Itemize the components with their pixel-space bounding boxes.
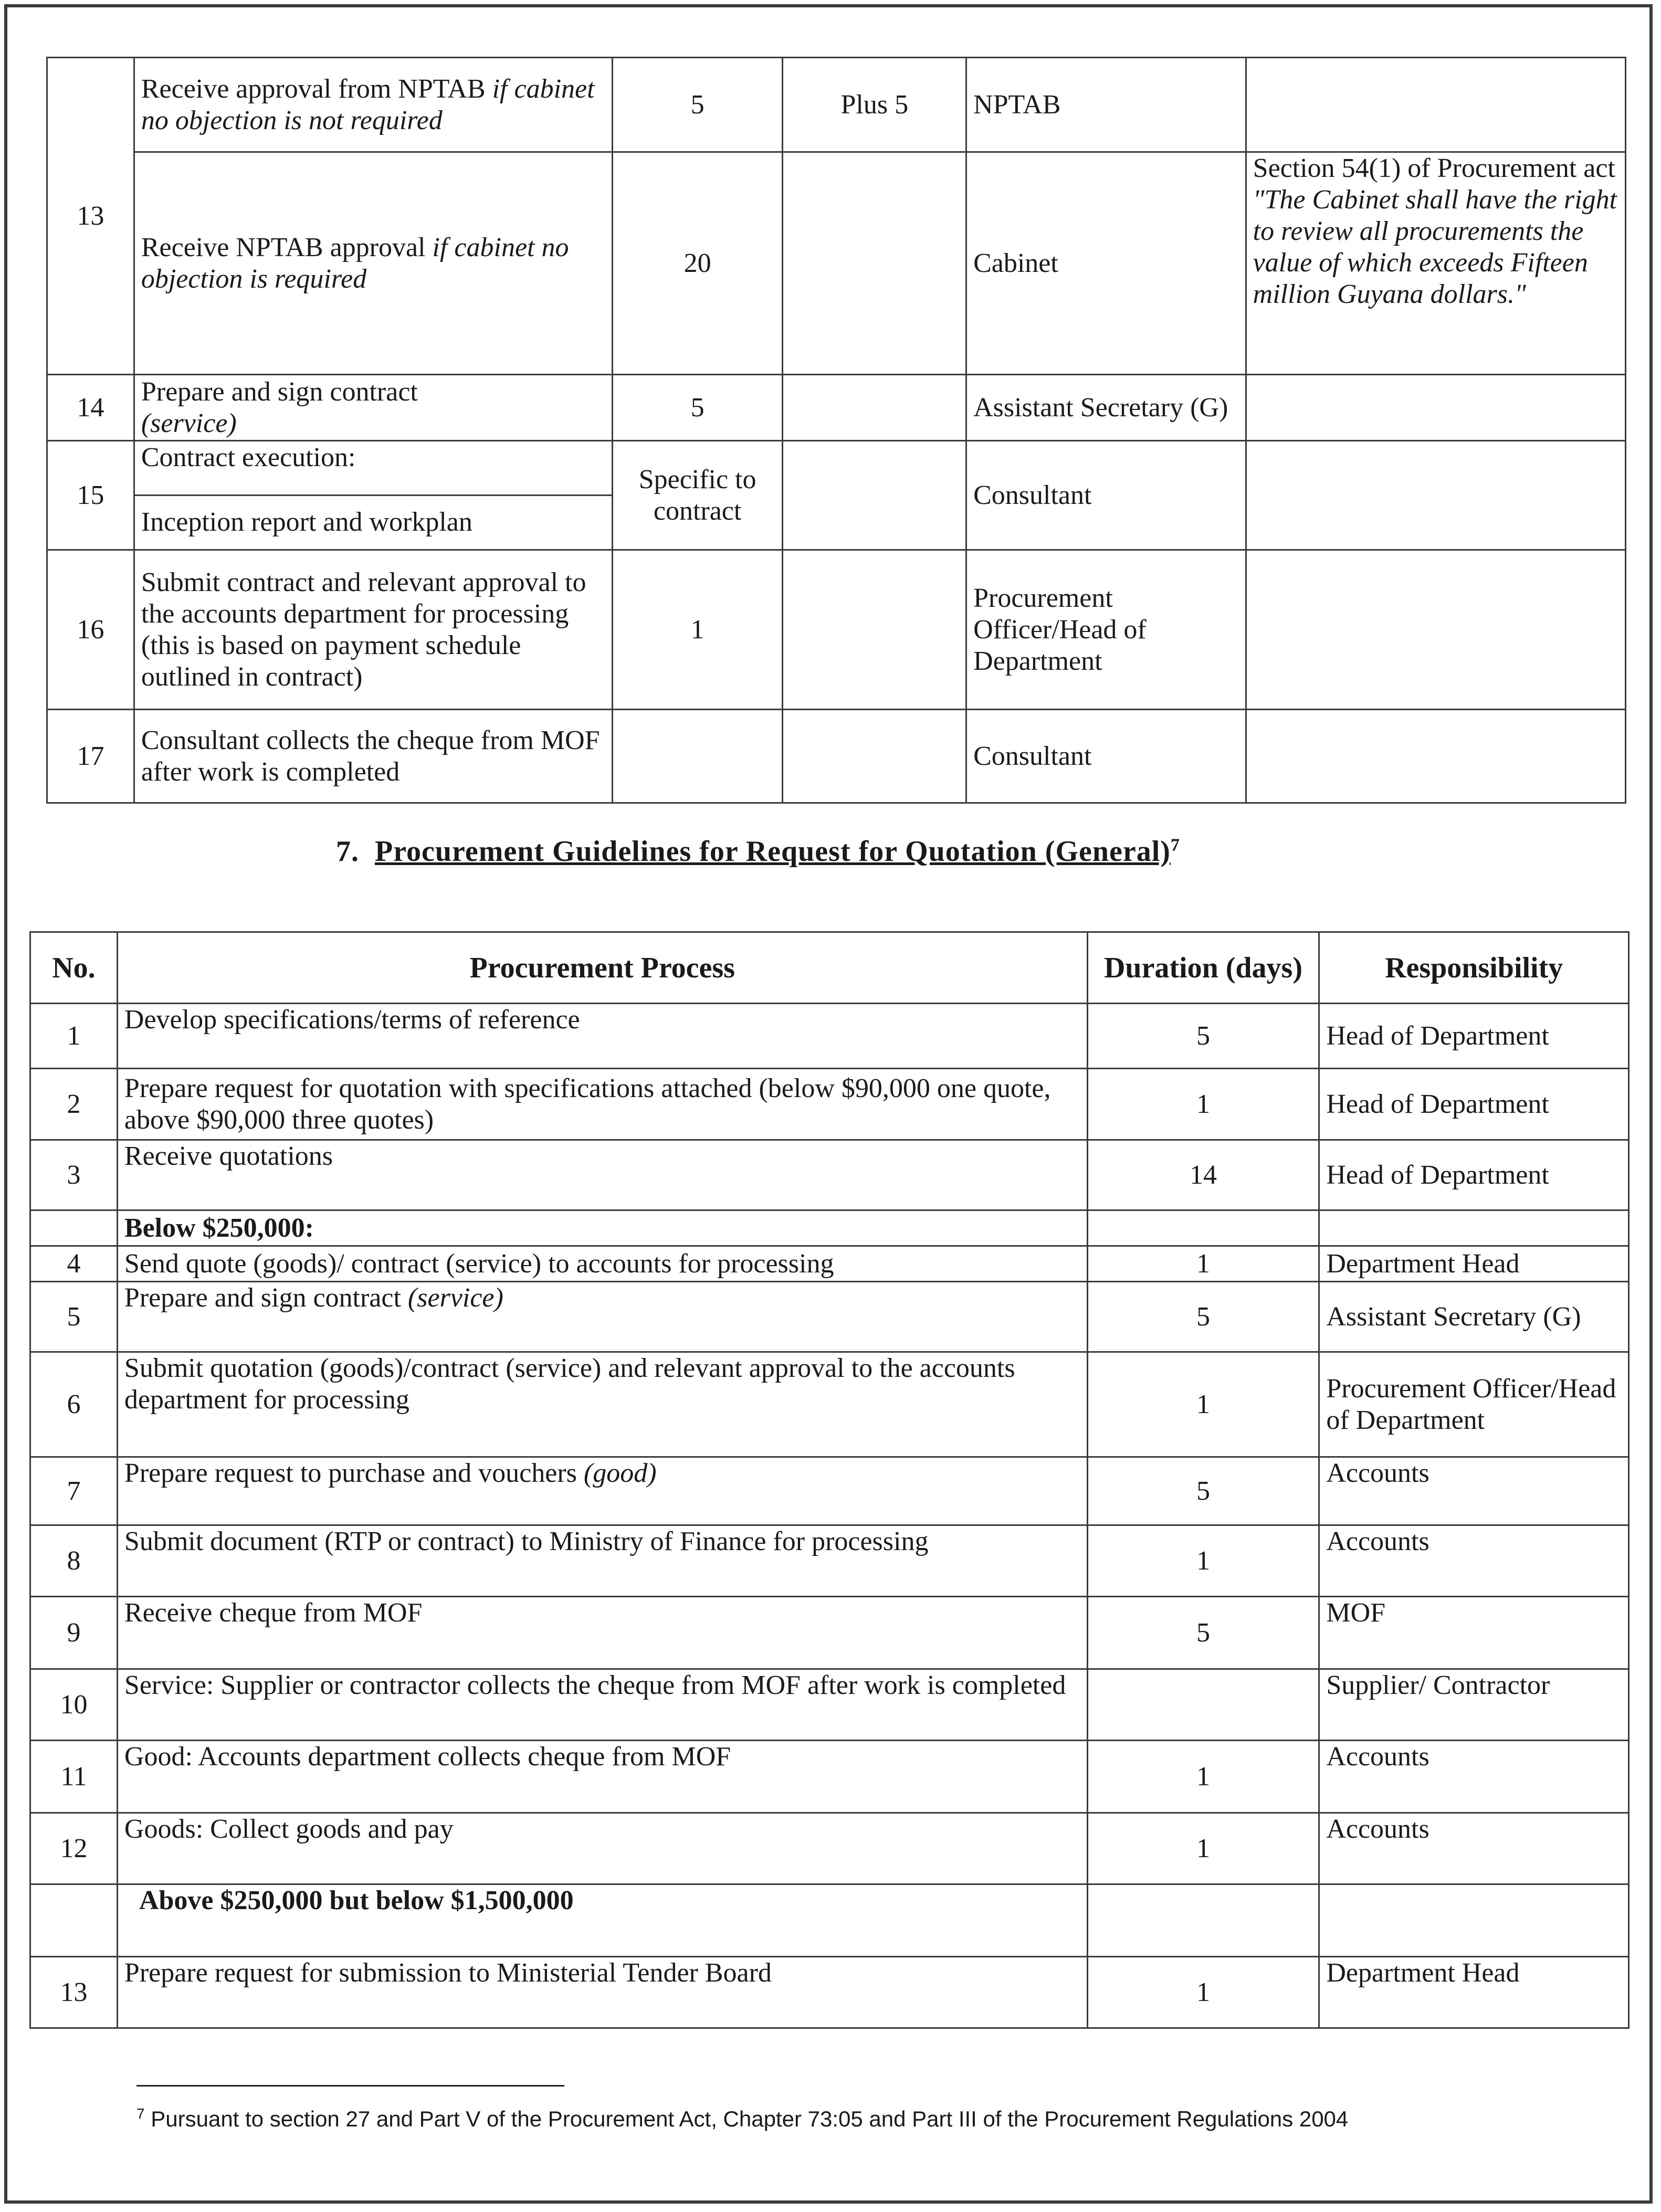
process-cell: Goods: Collect goods and pay (117, 1813, 1087, 1884)
responsibility-cell: MOF (1319, 1597, 1629, 1669)
row-number: 14 (47, 375, 134, 441)
table-row (30, 1957, 1629, 2028)
duration-cell (1087, 1884, 1319, 1957)
extra-cell (783, 550, 966, 710)
responsibility-cell: NPTAB (966, 58, 1246, 152)
footnote-mark: 7 (136, 2105, 145, 2122)
footnote-text: Pursuant to section 27 and Part V of the Procurement Act, Chapter 73:05 and Part III of the Procurement Regulations 2004 (151, 2106, 1349, 2131)
row-number (30, 1884, 118, 1957)
table-row (47, 710, 1626, 803)
process-cell: Good: Accounts department collects cheque from MOF (117, 1741, 1087, 1813)
note-cell: Section 54(1) of Procurement act "The Cabinet shall have the right to review all procurements the value of which exceeds Fifteen million Guyana dollars." (1246, 152, 1625, 375)
process-cell: Consultant collects the cheque from MOF after work is completed (134, 710, 612, 803)
row-number: 15 (47, 441, 134, 550)
responsibility-cell: Assistant Secretary (G) (1319, 1282, 1629, 1352)
table-header-row (30, 932, 1629, 1004)
responsibility-cell: Supplier/ Contractor (1319, 1669, 1629, 1741)
responsibility-cell: Consultant (966, 710, 1246, 803)
responsibility-cell: Accounts (1319, 1741, 1629, 1813)
process-cell: Receive approval from NPTAB if cabinet no objection is not required (134, 58, 612, 152)
table-row (30, 1457, 1629, 1525)
row-number: 16 (47, 550, 134, 710)
process-cell: Service: Supplier or contractor collects the cheque from MOF after work is completed (117, 1669, 1087, 1741)
note-cell (1246, 710, 1625, 803)
table-row (47, 441, 1626, 550)
duration-cell: 5 (1087, 1457, 1319, 1525)
rfq-procurement-table (29, 931, 1630, 2029)
process-cell: Prepare request for submission to Ministerial Tender Board (117, 1957, 1087, 2028)
row-number: 3 (30, 1140, 118, 1210)
responsibility-cell: Procurement Officer/Head of Department (966, 550, 1246, 710)
responsibility-cell: Department Head (1319, 1246, 1629, 1282)
table-row (30, 1004, 1629, 1069)
duration-cell: 1 (612, 550, 783, 710)
duration-cell: 5 (1087, 1282, 1319, 1352)
note-cell (1246, 375, 1625, 441)
header-process: Procurement Process (117, 932, 1087, 1004)
duration-cell: 1 (1087, 1813, 1319, 1884)
section-heading (336, 835, 1438, 868)
responsibility-cell: Procurement Officer/Head of Department (1319, 1352, 1629, 1457)
row-number: 13 (47, 58, 134, 375)
duration-cell: Specific to contract (612, 441, 783, 550)
table-row (30, 1597, 1629, 1669)
footnote-divider (136, 2085, 564, 2087)
responsibility-cell: Cabinet (966, 152, 1246, 375)
table-row (30, 1069, 1629, 1140)
responsibility-cell: Accounts (1319, 1813, 1629, 1884)
responsibility-cell (1319, 1884, 1629, 1957)
duration-cell: 20 (612, 152, 783, 375)
process-cell: Prepare request for quotation with specifications attached (below $90,000 one quote, above $90,000 three quotes) (117, 1069, 1087, 1140)
process-cell: Receive NPTAB approval if cabinet no objection is required (134, 152, 612, 375)
row-number: 7 (30, 1457, 118, 1525)
section-number: 7. (336, 835, 359, 868)
row-number: 4 (30, 1246, 118, 1282)
process-cell: Develop specifications/terms of reference (117, 1004, 1087, 1069)
duration-cell: 1 (1087, 1525, 1319, 1597)
table-row (30, 1741, 1629, 1813)
duration-cell (1087, 1210, 1319, 1246)
process-cell: Prepare request to purchase and vouchers (good) (117, 1457, 1087, 1525)
responsibility-cell: Consultant (966, 441, 1246, 550)
extra-cell (783, 375, 966, 441)
subheading-row (30, 1884, 1629, 1957)
table-row (47, 375, 1626, 441)
table-row (30, 1282, 1629, 1352)
process-cell: Prepare and sign contract (service) (134, 375, 612, 441)
duration-cell: 5 (1087, 1004, 1319, 1069)
responsibility-cell: Assistant Secretary (G) (966, 375, 1246, 441)
duration-cell: 14 (1087, 1140, 1319, 1210)
row-number: 1 (30, 1004, 118, 1069)
duration-cell: 5 (1087, 1597, 1319, 1669)
responsibility-cell: Accounts (1319, 1525, 1629, 1597)
table-row (30, 1525, 1629, 1597)
row-number (30, 1210, 118, 1246)
extra-cell (783, 152, 966, 375)
extra-cell: Plus 5 (783, 58, 966, 152)
row-number: 5 (30, 1282, 118, 1352)
header-no: No. (30, 932, 118, 1004)
process-line: Contract execution: (141, 443, 356, 472)
duration-cell: 5 (612, 375, 783, 441)
subheading-cell: Above $250,000 but below $1,500,000 (117, 1884, 1087, 1957)
responsibility-cell (1319, 1210, 1629, 1246)
row-number: 2 (30, 1069, 118, 1140)
row-number: 17 (47, 710, 134, 803)
table-row (47, 152, 1626, 375)
responsibility-cell: Head of Department (1319, 1004, 1629, 1069)
process-cell: Receive quotations (117, 1140, 1087, 1210)
subheading-row (30, 1210, 1629, 1246)
row-number: 10 (30, 1669, 118, 1741)
duration-cell (612, 710, 783, 803)
duration-cell: 5 (612, 58, 783, 152)
duration-cell: 1 (1087, 1246, 1319, 1282)
header-duration: Duration (days) (1087, 932, 1319, 1004)
header-responsibility: Responsibility (1319, 932, 1629, 1004)
section-title: Procurement Guidelines for Request for Quotation (General) (375, 835, 1171, 868)
footnote-reference: 7 (1170, 835, 1180, 855)
table-row (30, 1669, 1629, 1741)
responsibility-cell: Department Head (1319, 1957, 1629, 2028)
process-cell: Submit document (RTP or contract) to Ministry of Finance for processing (117, 1525, 1087, 1597)
footnote (136, 2099, 1501, 2134)
responsibility-cell: Head of Department (1319, 1069, 1629, 1140)
duration-cell: 1 (1087, 1069, 1319, 1140)
row-number: 8 (30, 1525, 118, 1597)
extra-cell (783, 441, 966, 550)
duration-cell (1087, 1669, 1319, 1741)
process-line: Inception report and workplan (135, 494, 612, 549)
responsibility-cell: Accounts (1319, 1457, 1629, 1525)
table-row (30, 1352, 1629, 1457)
table-row (47, 58, 1626, 152)
subheading-cell: Below $250,000: (117, 1210, 1087, 1246)
row-number: 13 (30, 1957, 118, 2028)
note-cell (1246, 550, 1625, 710)
row-number: 6 (30, 1352, 118, 1457)
table-row (47, 550, 1626, 710)
table-row (30, 1140, 1629, 1210)
table-row (30, 1246, 1629, 1282)
duration-cell: 1 (1087, 1352, 1319, 1457)
process-cell: Submit contract and relevant approval to the accounts department for processing (this is based on payment schedule outlined in contract) (134, 550, 612, 710)
process-cell: Submit quotation (goods)/contract (service) and relevant approval to the accounts department for processing (117, 1352, 1087, 1457)
note-cell (1246, 58, 1625, 152)
process-cell: Send quote (goods)/ contract (service) to accounts for processing (117, 1246, 1087, 1282)
duration-cell: 1 (1087, 1741, 1319, 1813)
responsibility-cell: Head of Department (1319, 1140, 1629, 1210)
row-number: 11 (30, 1741, 118, 1813)
duration-cell: 1 (1087, 1957, 1319, 2028)
process-cell: Receive cheque from MOF (117, 1597, 1087, 1669)
extra-cell (783, 710, 966, 803)
row-number: 9 (30, 1597, 118, 1669)
process-cell (134, 441, 612, 550)
process-cell: Prepare and sign contract (service) (117, 1282, 1087, 1352)
table-row (30, 1813, 1629, 1884)
row-number: 12 (30, 1813, 118, 1884)
continuation-table (46, 57, 1626, 804)
note-cell (1246, 441, 1625, 550)
